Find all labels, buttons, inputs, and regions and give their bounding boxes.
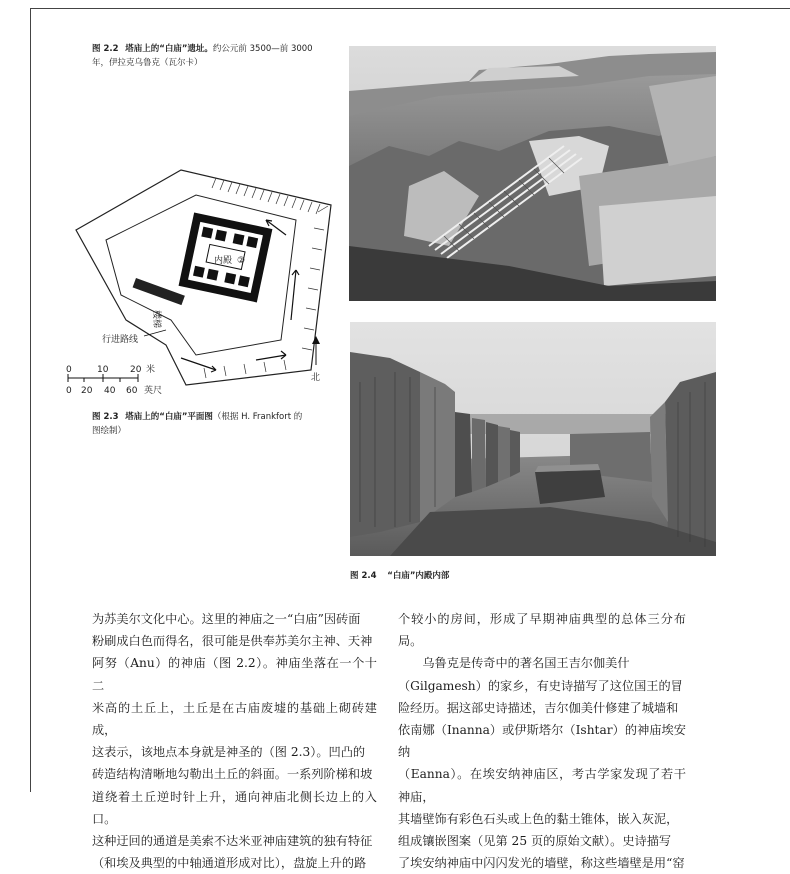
figure-2-2-title: 塔庙上的“白庙”遗址。 <box>125 44 213 54</box>
figure-2-2-desc-2: 年，伊拉克乌鲁克（瓦尔卡） <box>92 58 203 68</box>
body-text-left-column <box>92 608 377 874</box>
figure-2-3-desc-1: （根据 H. Frankfort 的 <box>212 412 303 422</box>
scale-ft-0: 0 <box>66 386 72 396</box>
figure-2-4-photo <box>350 322 716 556</box>
scale-m-10: 10 <box>97 365 109 375</box>
body-text-right-column <box>398 608 686 874</box>
left-line: 粉刷成白色而得名，很可能是供奉苏美尔主神、天神 <box>92 634 373 649</box>
scale-ft-40: 40 <box>104 386 116 396</box>
plan-inner-sanctum-label: 内殿 <box>214 256 233 266</box>
left-line: （和埃及典型的中轴通道形成对比），盘旋上升的路 <box>92 856 367 871</box>
page-border-left <box>30 8 31 792</box>
scale-ft-20: 20 <box>81 386 93 396</box>
right-line: （Gilgamesh）的家乡，有史诗描写了这位国王的冒 <box>398 678 683 693</box>
figure-2-2-caption <box>92 42 342 70</box>
scale-ft-60: 60 <box>126 386 138 396</box>
left-line: 砖造结构清晰地勾勒出土丘的斜面。一系列阶梯和坡 <box>92 767 373 782</box>
plan-stair-label: 楼梯 <box>151 310 161 329</box>
left-line: 阿努（Anu）的神庙（图 2.2）。神庙坐落在一个十二 <box>92 656 377 693</box>
plan-sanctum-number: ② <box>237 256 246 266</box>
figure-2-3-desc-2: 图绘制） <box>92 426 127 436</box>
left-line: 为苏美尔文化中心。这里的神庙之一“白庙”因砖面 <box>92 612 361 626</box>
right-line: 其墙壁饰有彩色石头或上色的黏土锥体，嵌入灰泥， <box>398 811 679 826</box>
right-line: （Eanna）。在埃安纳神庙区，考古学家发现了若干神庙， <box>398 767 686 804</box>
figure-2-2-number: 图 2.2 <box>92 44 119 54</box>
figure-2-3-caption <box>92 410 342 438</box>
right-line: 了埃安纳神庙中闪闪发光的墙壁，称这些墙壁是用“窑 <box>398 856 685 871</box>
right-line: 乌鲁克是传奇中的著名国王吉尔伽美什 <box>398 656 630 671</box>
scale-m-0: 0 <box>66 365 72 375</box>
scale-ft-unit: 英尺 <box>144 386 163 396</box>
right-line: 组成镶嵌图案（见第 25 页的原始文献）。史诗描写 <box>398 834 672 849</box>
figure-2-2-photo <box>349 46 716 301</box>
right-line: 险经历。据这部史诗描述，吉尔伽美什修建了城墙和 <box>398 700 679 715</box>
left-line: 道绕着土丘逆时针上升，通向神庙北侧长边上的入口。 <box>92 789 377 826</box>
figure-2-2-desc-1: 约公元前 3500—前 3000 <box>212 44 313 54</box>
page-border-top <box>30 8 790 9</box>
right-line: 依南娜（Inanna）或伊斯塔尔（Ishtar）的神庙埃安纳 <box>398 723 686 760</box>
figure-2-3-plan <box>66 160 342 396</box>
left-line: 这种迂回的通道是美索不达米亚神庙建筑的独有特征 <box>92 834 373 849</box>
scale-m-unit: 米 <box>146 365 156 375</box>
right-line: 个较小的房间，形成了早期神庙典型的总体三分布局。 <box>398 612 686 649</box>
figure-2-3-title: 塔庙上的“白庙”平面图 <box>125 412 213 422</box>
figure-2-3-number: 图 2.3 <box>92 412 119 422</box>
figure-2-4-number: 图 2.4 <box>350 571 377 581</box>
plan-north-label: 北 <box>311 373 321 383</box>
left-line: 这表示，该地点本身就是神圣的（图 2.3）。凹凸的 <box>92 745 366 760</box>
figure-2-4-caption <box>350 569 600 583</box>
scale-m-20: 20 <box>130 365 142 375</box>
plan-route-label: 行进路线 <box>102 335 139 345</box>
left-line: 米高的土丘上，土丘是在古庙废墟的基础上砌砖建成， <box>92 700 377 738</box>
scale-bar <box>68 374 138 382</box>
figure-2-4-title: “白庙”内殿内部 <box>387 571 450 581</box>
